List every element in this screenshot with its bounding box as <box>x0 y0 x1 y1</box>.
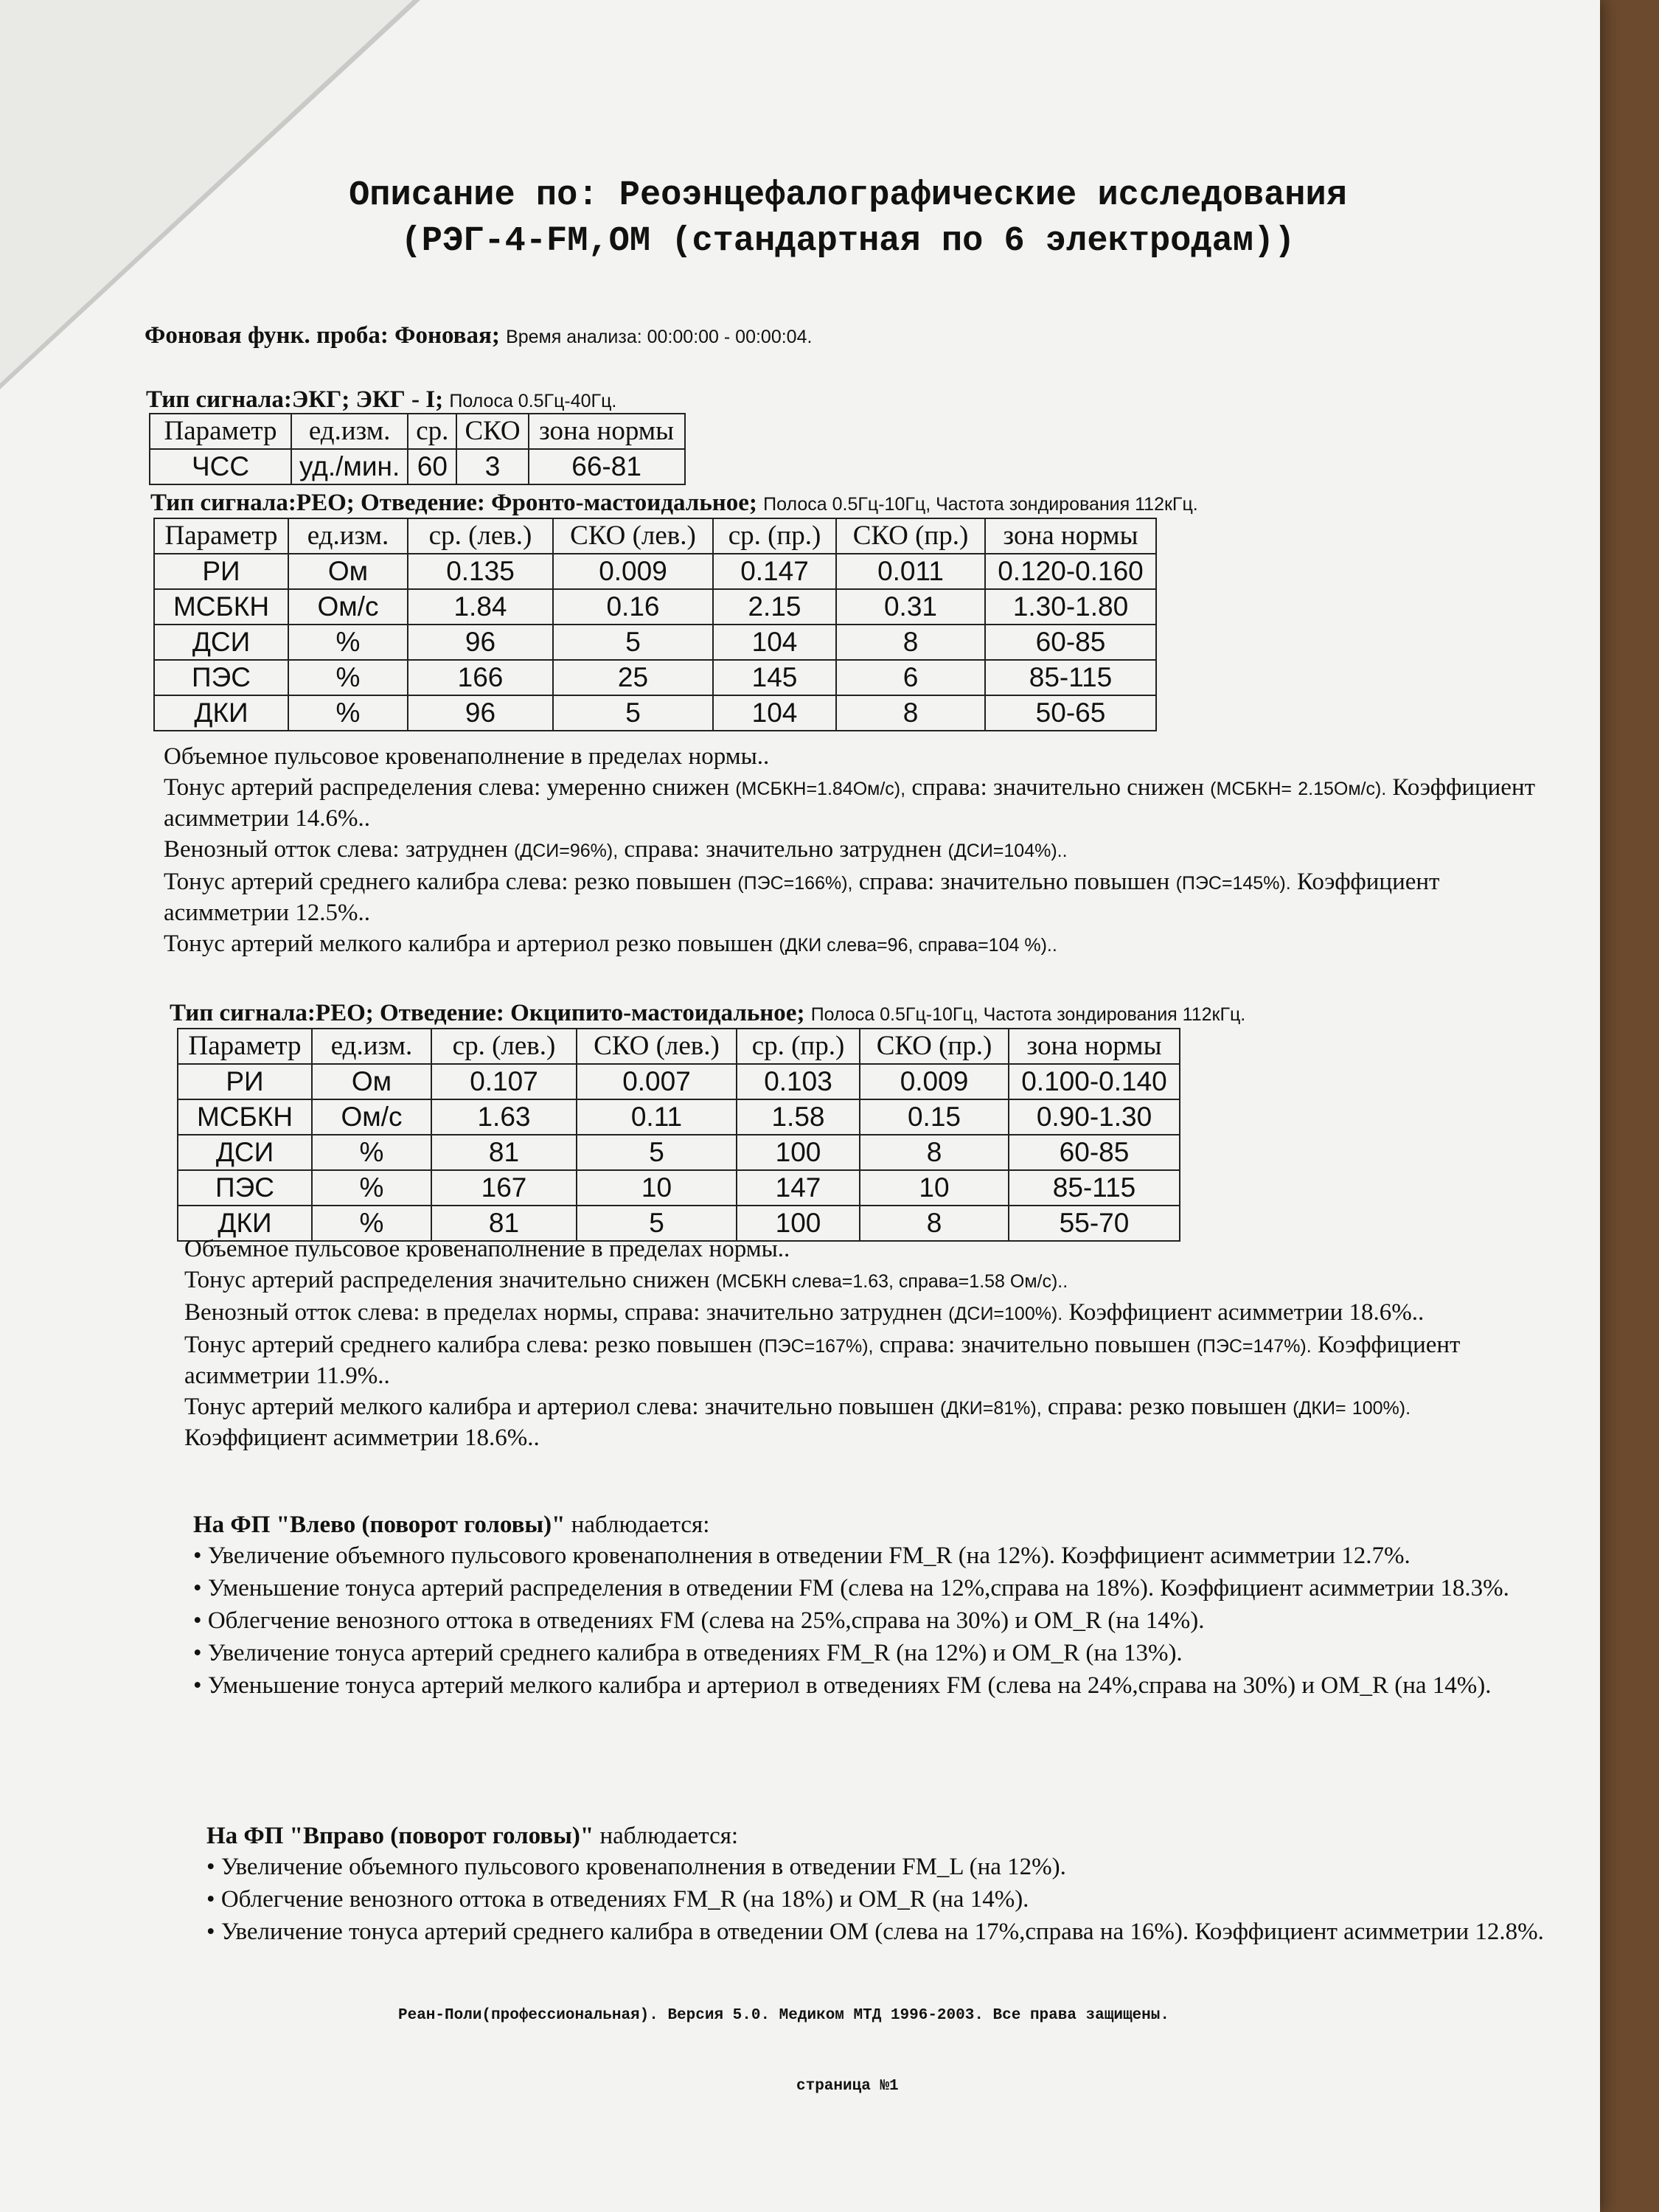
table-cell: 0.107 <box>431 1064 577 1099</box>
table-cell: 81 <box>431 1135 577 1170</box>
fm-header-cell: СКО (лев.) <box>553 518 713 554</box>
table-cell: 0.31 <box>836 589 985 625</box>
table-cell: 60-85 <box>1009 1135 1180 1170</box>
fm-desc-2 <box>164 773 1550 833</box>
fm-header-cell: ср. (лев.) <box>408 518 553 554</box>
table-cell: 0.16 <box>553 589 713 625</box>
fm-header-cell: ед.изм. <box>288 518 408 554</box>
table-cell: 96 <box>408 695 553 731</box>
fm-band: Полоса 0.5Гц-10Гц, Частота зондирования 112кГц. <box>763 494 1198 515</box>
fm-desc-4d: (ПЭС=145%). <box>1175 873 1291 894</box>
list-item: • Уменьшение тонуса артерий распределения в отведении FM (слева на 12%,справа на 18%). Коэффициент асимметрии 18.3%. <box>193 1573 1550 1603</box>
table-cell: 0.90-1.30 <box>1009 1099 1180 1135</box>
om-desc-5 <box>184 1392 1548 1453</box>
ecg-signal-line <box>146 386 616 414</box>
list-item: • Облегчение венозного оттока в отведениях FM_R (на 18%) и OM_R (на 14%). <box>206 1885 1548 1914</box>
table-cell: % <box>312 1170 431 1206</box>
fm-desc-2d: (МСБКН= <box>1210 779 1292 799</box>
fm-desc-2c: справа: значительно снижен <box>911 774 1204 801</box>
table-cell: РИ <box>154 554 288 589</box>
table-cell: 5 <box>577 1206 737 1241</box>
fm-table <box>153 518 1157 731</box>
table-cell: ДКИ <box>154 695 288 731</box>
om-desc-5c: справа: резко повышен <box>1047 1394 1287 1420</box>
table-cell: 0.147 <box>713 554 836 589</box>
list-item: • Увеличение объемного пульсового кровенаполнения в отведении FM_L (на 12%). <box>206 1852 1548 1882</box>
table-cell: 60 <box>408 449 456 484</box>
om-desc-4a: Тонус артерий среднего калибра слева: резко повышен <box>184 1332 753 1358</box>
table-cell: МСБКН <box>178 1099 312 1135</box>
table-cell: МСБКН <box>154 589 288 625</box>
left-turn-section <box>193 1510 1550 1703</box>
footer-copyright: Реан-Поли(профессиональная). Версия 5.0. Медиком МТД 1996-2003. Все права защищены. <box>398 2007 1169 2024</box>
table-row <box>150 449 685 484</box>
fm-desc-2e: 2.15Ом/с). <box>1298 779 1387 799</box>
table-cell: 0.009 <box>860 1064 1009 1099</box>
fm-label: Тип сигнала:РЕО; Отведение: Фронто-мастоидальное; <box>150 490 757 516</box>
om-desc-3b: (ДСИ=100%). <box>948 1304 1063 1324</box>
om-band: Полоса 0.5Гц-10Гц, Частота зондирования 112кГц. <box>810 1004 1246 1025</box>
fm-header-cell: зона нормы <box>985 518 1156 554</box>
table-row <box>178 1064 1180 1099</box>
table-cell: 85-115 <box>1009 1170 1180 1206</box>
fm-desc-4e: Коэффициент асимметрии 12.5%.. <box>164 869 1440 926</box>
table-cell: 0.007 <box>577 1064 737 1099</box>
om-description <box>184 1234 1548 1454</box>
om-desc-2 <box>184 1265 1548 1296</box>
table-cell: Ом/с <box>312 1099 431 1135</box>
ecg-header-cell: СКО <box>456 414 528 449</box>
om-desc-3 <box>184 1298 1548 1329</box>
table-cell: 0.135 <box>408 554 553 589</box>
table-row <box>154 695 1156 731</box>
table-cell: уд./мин. <box>291 449 408 484</box>
fm-header-cell: СКО (пр.) <box>836 518 985 554</box>
table-cell: 3 <box>456 449 528 484</box>
table-cell: ПЭС <box>178 1170 312 1206</box>
table-cell: 96 <box>408 625 553 660</box>
om-desc-5a: Тонус артерий мелкого калибра и артериол слева: значительно повышен <box>184 1394 934 1420</box>
list-item: • Увеличение тонуса артерий среднего калибра в отведениях FM_R (на 12%) и OM_R (на 13%). <box>193 1638 1550 1668</box>
table-cell: Ом <box>312 1064 431 1099</box>
probe-label: Фоновая функ. проба: Фоновая; <box>145 322 500 349</box>
om-label: Тип сигнала:РЕО; Отведение: Окципито-мастоидальное; <box>170 1000 805 1026</box>
table-cell: 1.84 <box>408 589 553 625</box>
om-header-cell: СКО (лев.) <box>577 1029 737 1064</box>
table-cell: 100 <box>737 1206 860 1241</box>
om-desc-4d: (ПЭС=147%). <box>1196 1336 1312 1357</box>
fm-desc-2a: Тонус артерий распределения слева: умеренно снижен <box>164 774 729 801</box>
table-cell: 60-85 <box>985 625 1156 660</box>
table-cell: 5 <box>553 625 713 660</box>
table-cell: % <box>288 660 408 695</box>
table-cell: 0.011 <box>836 554 985 589</box>
left-turn-heading <box>193 1510 1550 1540</box>
table-cell: 0.100-0.140 <box>1009 1064 1180 1099</box>
left-turn-title: На ФП "Влево (поворот головы)" <box>193 1512 566 1538</box>
table-cell: 0.11 <box>577 1099 737 1135</box>
om-desc-2a: Тонус артерий распределения значительно снижен <box>184 1267 710 1293</box>
ecg-table <box>149 413 686 485</box>
table-cell: 0.009 <box>553 554 713 589</box>
right-turn-observed: наблюдается: <box>599 1823 739 1849</box>
table-cell: ЧСС <box>150 449 291 484</box>
table-cell: 8 <box>836 625 985 660</box>
om-desc-4c: справа: значительно повышен <box>879 1332 1191 1358</box>
table-cell: 8 <box>836 695 985 731</box>
ecg-header-cell: Параметр <box>150 414 291 449</box>
om-header-cell: ср. (лев.) <box>431 1029 577 1064</box>
table-cell: ДСИ <box>154 625 288 660</box>
table-cell: 1.30-1.80 <box>985 589 1156 625</box>
table-row <box>154 660 1156 695</box>
om-desc-3c: Коэффициент асимметрии 18.6%.. <box>1068 1299 1425 1326</box>
table-cell: РИ <box>178 1064 312 1099</box>
table-cell: % <box>288 695 408 731</box>
table-cell: 100 <box>737 1135 860 1170</box>
fm-desc-4a: Тонус артерий среднего калибра слева: резко повышен <box>164 869 732 895</box>
table-cell: 5 <box>577 1135 737 1170</box>
om-header-cell: ср. (пр.) <box>737 1029 860 1064</box>
fm-desc-3 <box>164 835 1550 866</box>
fm-signal-line <box>150 490 1198 517</box>
table-cell: Ом/с <box>288 589 408 625</box>
om-table-header <box>178 1029 1180 1064</box>
ecg-label: Тип сигнала:ЭКГ; ЭКГ - I; <box>146 386 444 413</box>
table-cell: 0.120-0.160 <box>985 554 1156 589</box>
om-header-cell: ед.изм. <box>312 1029 431 1064</box>
table-cell: 8 <box>860 1206 1009 1241</box>
fm-desc-3a: Венозный отток слева: затруднен <box>164 836 508 863</box>
fm-desc-5a: Тонус артерий мелкого калибра и артериол резко повышен <box>164 931 773 957</box>
table-cell: 81 <box>431 1206 577 1241</box>
om-header-cell: Параметр <box>178 1029 312 1064</box>
table-cell: 0.15 <box>860 1099 1009 1135</box>
fm-desc-5 <box>164 929 1550 960</box>
table-cell: 167 <box>431 1170 577 1206</box>
table-cell: ДКИ <box>178 1206 312 1241</box>
om-desc-5e: 100%). <box>1352 1398 1411 1419</box>
page-fold-corner <box>0 0 413 383</box>
table-cell: 0.103 <box>737 1064 860 1099</box>
table-cell: 5 <box>553 695 713 731</box>
ecg-header-cell: ед.изм. <box>291 414 408 449</box>
list-item: • Увеличение тонуса артерий среднего калибра в отведении OM (слева на 17%,справа на 16%). Коэффициент асимметрии 12.8%. <box>206 1917 1548 1947</box>
ecg-band: Полоса 0.5Гц-40Гц. <box>449 391 617 411</box>
fm-desc-5b: (ДКИ слева=96, справа=104 %).. <box>779 935 1057 956</box>
table-cell: 66-81 <box>529 449 685 484</box>
fm-desc-4c: справа: значительно повышен <box>858 869 1170 895</box>
table-cell: 2.15 <box>713 589 836 625</box>
fm-description <box>164 742 1550 961</box>
om-desc-4b: (ПЭС=167%), <box>758 1336 874 1357</box>
table-cell: 145 <box>713 660 836 695</box>
left-turn-observed: наблюдается: <box>571 1512 710 1538</box>
fm-desc-2f: Коэффициент асимметрии 14.6%.. <box>164 774 1536 832</box>
table-cell: 10 <box>860 1170 1009 1206</box>
fm-desc-3d: (ДСИ=104%).. <box>947 841 1068 861</box>
title-line-2: (РЭГ-4-FM,OM (стандартная по 6 электродам)) <box>400 222 1295 261</box>
probe-time: Время анализа: 00:00:00 - 00:00:04. <box>506 327 813 347</box>
table-cell: % <box>312 1135 431 1170</box>
title-line-1: Описание по: Реоэнцефалографические исследования <box>349 176 1347 215</box>
left-turn-list <box>193 1541 1550 1700</box>
om-desc-1: Объемное пульсовое кровенаполнение в пределах нормы.. <box>184 1236 790 1262</box>
om-desc-3a: Венозный отток слева: в пределах нормы, справа: значительно затруднен <box>184 1299 942 1326</box>
right-turn-heading <box>206 1821 1548 1851</box>
table-cell: ДСИ <box>178 1135 312 1170</box>
page-number: страница №1 <box>796 2078 899 2095</box>
fm-desc-2b: (МСБКН=1.84Ом/с), <box>735 779 906 799</box>
fm-desc-1: Объемное пульсовое кровенаполнение в пределах нормы.. <box>164 743 770 770</box>
om-table <box>177 1028 1180 1242</box>
table-cell: 6 <box>836 660 985 695</box>
fm-table-header <box>154 518 1156 554</box>
table-cell: 104 <box>713 695 836 731</box>
table-cell: 166 <box>408 660 553 695</box>
right-turn-title: На ФП "Вправо (поворот головы)" <box>206 1823 594 1849</box>
om-header-cell: зона нормы <box>1009 1029 1180 1064</box>
table-row <box>178 1135 1180 1170</box>
table-row <box>178 1099 1180 1135</box>
table-cell: 25 <box>553 660 713 695</box>
table-cell: 147 <box>737 1170 860 1206</box>
table-row <box>178 1170 1180 1206</box>
fm-desc-3c: справа: значительно затруднен <box>624 836 942 863</box>
list-item: • Увеличение объемного пульсового кровенаполнения в отведении FM_R (на 12%). Коэффициент асимметрии 12.7%. <box>193 1541 1550 1571</box>
fm-desc-3b: (ДСИ=96%), <box>513 841 619 861</box>
fm-header-cell: ср. (пр.) <box>713 518 836 554</box>
om-header-cell: СКО (пр.) <box>860 1029 1009 1064</box>
table-cell: % <box>288 625 408 660</box>
list-item: • Облегчение венозного оттока в отведениях FM (слева на 25%,справа на 30%) и OM_R (на 14%). <box>193 1606 1550 1635</box>
table-cell: 1.63 <box>431 1099 577 1135</box>
table-row <box>154 625 1156 660</box>
table-cell: 8 <box>860 1135 1009 1170</box>
om-desc-2b: (МСБКН слева=1.63, справа=1.58 Ом/с).. <box>715 1271 1068 1292</box>
ecg-header-cell: зона нормы <box>529 414 685 449</box>
ecg-header-cell: ср. <box>408 414 456 449</box>
table-cell: 85-115 <box>985 660 1156 695</box>
table-cell: Ом <box>288 554 408 589</box>
fm-desc-4 <box>164 867 1550 928</box>
table-cell: 1.58 <box>737 1099 860 1135</box>
right-turn-list <box>206 1852 1548 1947</box>
table-row <box>154 589 1156 625</box>
fm-desc-4b: (ПЭС=166%), <box>737 873 853 894</box>
om-desc-5b: (ДКИ=81%), <box>939 1398 1042 1419</box>
table-cell: 55-70 <box>1009 1206 1180 1241</box>
right-turn-section <box>206 1821 1548 1950</box>
table-cell: 104 <box>713 625 836 660</box>
list-item: • Уменьшение тонуса артерий мелкого калибра и артериол в отведениях FM (слева на 24%,справа на 30%) и OM_R (на 14%). <box>193 1671 1550 1700</box>
om-desc-5f: Коэффициент асимметрии 18.6%.. <box>184 1425 540 1451</box>
om-desc-5d: (ДКИ= <box>1293 1398 1346 1419</box>
om-desc-4 <box>184 1330 1548 1391</box>
om-desc-4e: Коэффициент асимметрии 11.9%.. <box>184 1332 1461 1389</box>
table-cell: ПЭС <box>154 660 288 695</box>
table-cell: % <box>312 1206 431 1241</box>
table-cell: 50-65 <box>985 695 1156 731</box>
fm-header-cell: Параметр <box>154 518 288 554</box>
om-signal-line <box>170 1000 1245 1027</box>
table-row <box>154 554 1156 589</box>
ecg-table-header <box>150 414 685 449</box>
table-cell: 10 <box>577 1170 737 1206</box>
